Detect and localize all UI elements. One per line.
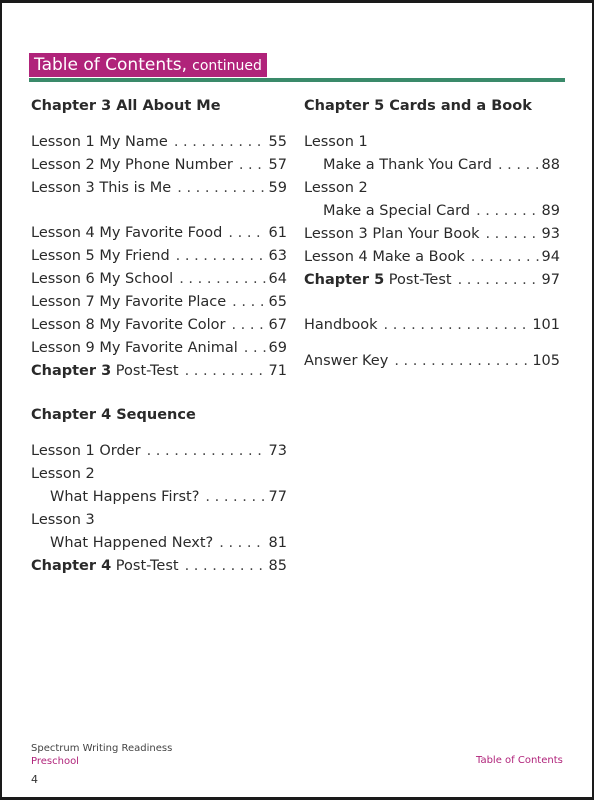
toc-entry-page: 85 (268, 558, 287, 574)
toc-entry-title: Lesson 9 My Favorite Animal (31, 340, 238, 356)
toc-entry-title: Lesson 6 My School (31, 271, 174, 287)
header-rule (29, 78, 565, 82)
toc-entry-post-test (304, 269, 560, 292)
toc-entry-page: 57 (268, 157, 287, 173)
chapter-3-heading: Chapter 3 All About Me (31, 98, 221, 114)
toc-entry-page: 94 (541, 249, 560, 265)
dot-leader (384, 314, 530, 337)
toc-entry-page: 65 (268, 294, 287, 310)
chapter-label: Chapter 5 (304, 272, 385, 288)
toc-entry-title (31, 555, 179, 578)
chapter-label: Chapter 3 (31, 363, 112, 379)
toc-entry-page: 63 (268, 248, 287, 264)
toc-entry-title: Lesson 1 Order (31, 443, 141, 459)
toc-entry-title: Answer Key (304, 353, 389, 369)
toc-entry-page: 81 (268, 535, 287, 551)
toc-entry-title: Lesson 7 My Favorite Place (31, 294, 227, 310)
toc-entry-title: Lesson 1 My Name (31, 134, 168, 150)
toc-entry (304, 246, 560, 269)
toc-entry (31, 532, 287, 555)
dot-leader (177, 177, 265, 200)
dot-leader (219, 532, 265, 555)
page-title-banner (29, 53, 267, 77)
dot-leader (185, 360, 266, 383)
toc-entry (31, 337, 287, 360)
toc-entry (31, 291, 287, 314)
toc-entry (304, 154, 560, 177)
dot-leader (498, 154, 539, 177)
toc-entry-page: 105 (532, 353, 560, 369)
toc-entry (31, 131, 287, 154)
dot-leader (205, 486, 265, 509)
dot-leader (458, 269, 539, 292)
footer-grade-level: Preschool (31, 756, 79, 767)
dot-leader (179, 268, 265, 291)
toc-entry (31, 177, 287, 200)
toc-entry (31, 245, 287, 268)
post-test-label: Post-Test (111, 363, 179, 379)
dot-leader (476, 200, 538, 223)
chapter-label: Chapter 4 (31, 558, 112, 574)
toc-entry-page: 89 (541, 203, 560, 219)
toc-entry-title (304, 269, 452, 292)
lesson-label: Lesson 2 (304, 180, 368, 196)
toc-entry-title: Lesson 3 Plan Your Book (304, 226, 480, 242)
toc-entry-title: Lesson 4 My Favorite Food (31, 225, 223, 241)
toc-entry-page: 77 (268, 489, 287, 505)
dot-leader (485, 223, 538, 246)
toc-entry-answer-key (304, 350, 560, 373)
dot-leader (176, 245, 266, 268)
dot-leader (232, 291, 265, 314)
toc-entry-page: 97 (541, 272, 560, 288)
toc-entry-page: 88 (541, 157, 560, 173)
toc-column-left (31, 95, 287, 578)
toc-entry-page: 69 (268, 340, 287, 356)
lesson-label: Lesson 3 (31, 512, 95, 528)
toc-entry-title: Make a Thank You Card (323, 157, 492, 173)
toc-entry-title: Lesson 4 Make a Book (304, 249, 465, 265)
toc-entry-page: 101 (532, 317, 560, 333)
toc-entry-title: Handbook (304, 317, 378, 333)
dot-leader (244, 337, 266, 360)
page-title: Table of Contents, (34, 55, 188, 75)
toc-entry (31, 440, 287, 463)
dot-leader (394, 350, 529, 373)
toc-entry (31, 314, 287, 337)
post-test-label: Post-Test (111, 558, 179, 574)
toc-entry-post-test (31, 555, 287, 578)
toc-entry-title: What Happens First? (50, 489, 200, 505)
dot-leader (147, 440, 266, 463)
toc-entry-page: 73 (268, 443, 287, 459)
toc-entry-page: 93 (541, 226, 560, 242)
toc-entry-page: 61 (268, 225, 287, 241)
toc-entry-title: Lesson 5 My Friend (31, 248, 170, 264)
page-border-top (0, 0, 594, 3)
post-test-label: Post-Test (384, 272, 452, 288)
footer-section-title: Table of Contents (476, 755, 563, 766)
toc-entry-title: Lesson 2 My Phone Number (31, 157, 233, 173)
toc-entry-page: 67 (268, 317, 287, 333)
toc-entry (31, 486, 287, 509)
footer-page-number: 4 (31, 773, 38, 786)
toc-entry-title (31, 360, 179, 383)
toc-entry (31, 222, 287, 245)
toc-column-right (304, 95, 560, 373)
toc-entry-title: Lesson 3 This is Me (31, 180, 172, 196)
footer-book-info (31, 742, 172, 768)
toc-entry (31, 268, 287, 291)
chapter-5-heading: Chapter 5 Cards and a Book (304, 98, 532, 114)
dot-leader (174, 131, 266, 154)
footer-book-title: Spectrum Writing Readiness (31, 743, 173, 754)
chapter-4-heading: Chapter 4 Sequence (31, 407, 196, 423)
dot-leader (471, 246, 539, 269)
page-title-continued: continued (192, 58, 262, 74)
toc-entry-page: 71 (268, 363, 287, 379)
toc-entry-handbook (304, 314, 560, 337)
toc-entry-post-test (31, 360, 287, 383)
toc-entry-page: 59 (268, 180, 287, 196)
toc-entry (304, 223, 560, 246)
toc-entry-page: 55 (268, 134, 287, 150)
dot-leader (228, 222, 265, 245)
toc-entry-title: Lesson 8 My Favorite Color (31, 317, 226, 333)
toc-entry (304, 200, 560, 223)
page-border-left (0, 0, 2, 800)
lesson-label: Lesson 2 (31, 466, 95, 482)
toc-entry-title: What Happened Next? (50, 535, 214, 551)
toc-entry-page: 64 (268, 271, 287, 287)
lesson-label: Lesson 1 (304, 134, 368, 150)
dot-leader (185, 555, 266, 578)
dot-leader (239, 154, 266, 177)
dot-leader (231, 314, 265, 337)
toc-entry (31, 154, 287, 177)
toc-entry-title: Make a Special Card (323, 203, 471, 219)
